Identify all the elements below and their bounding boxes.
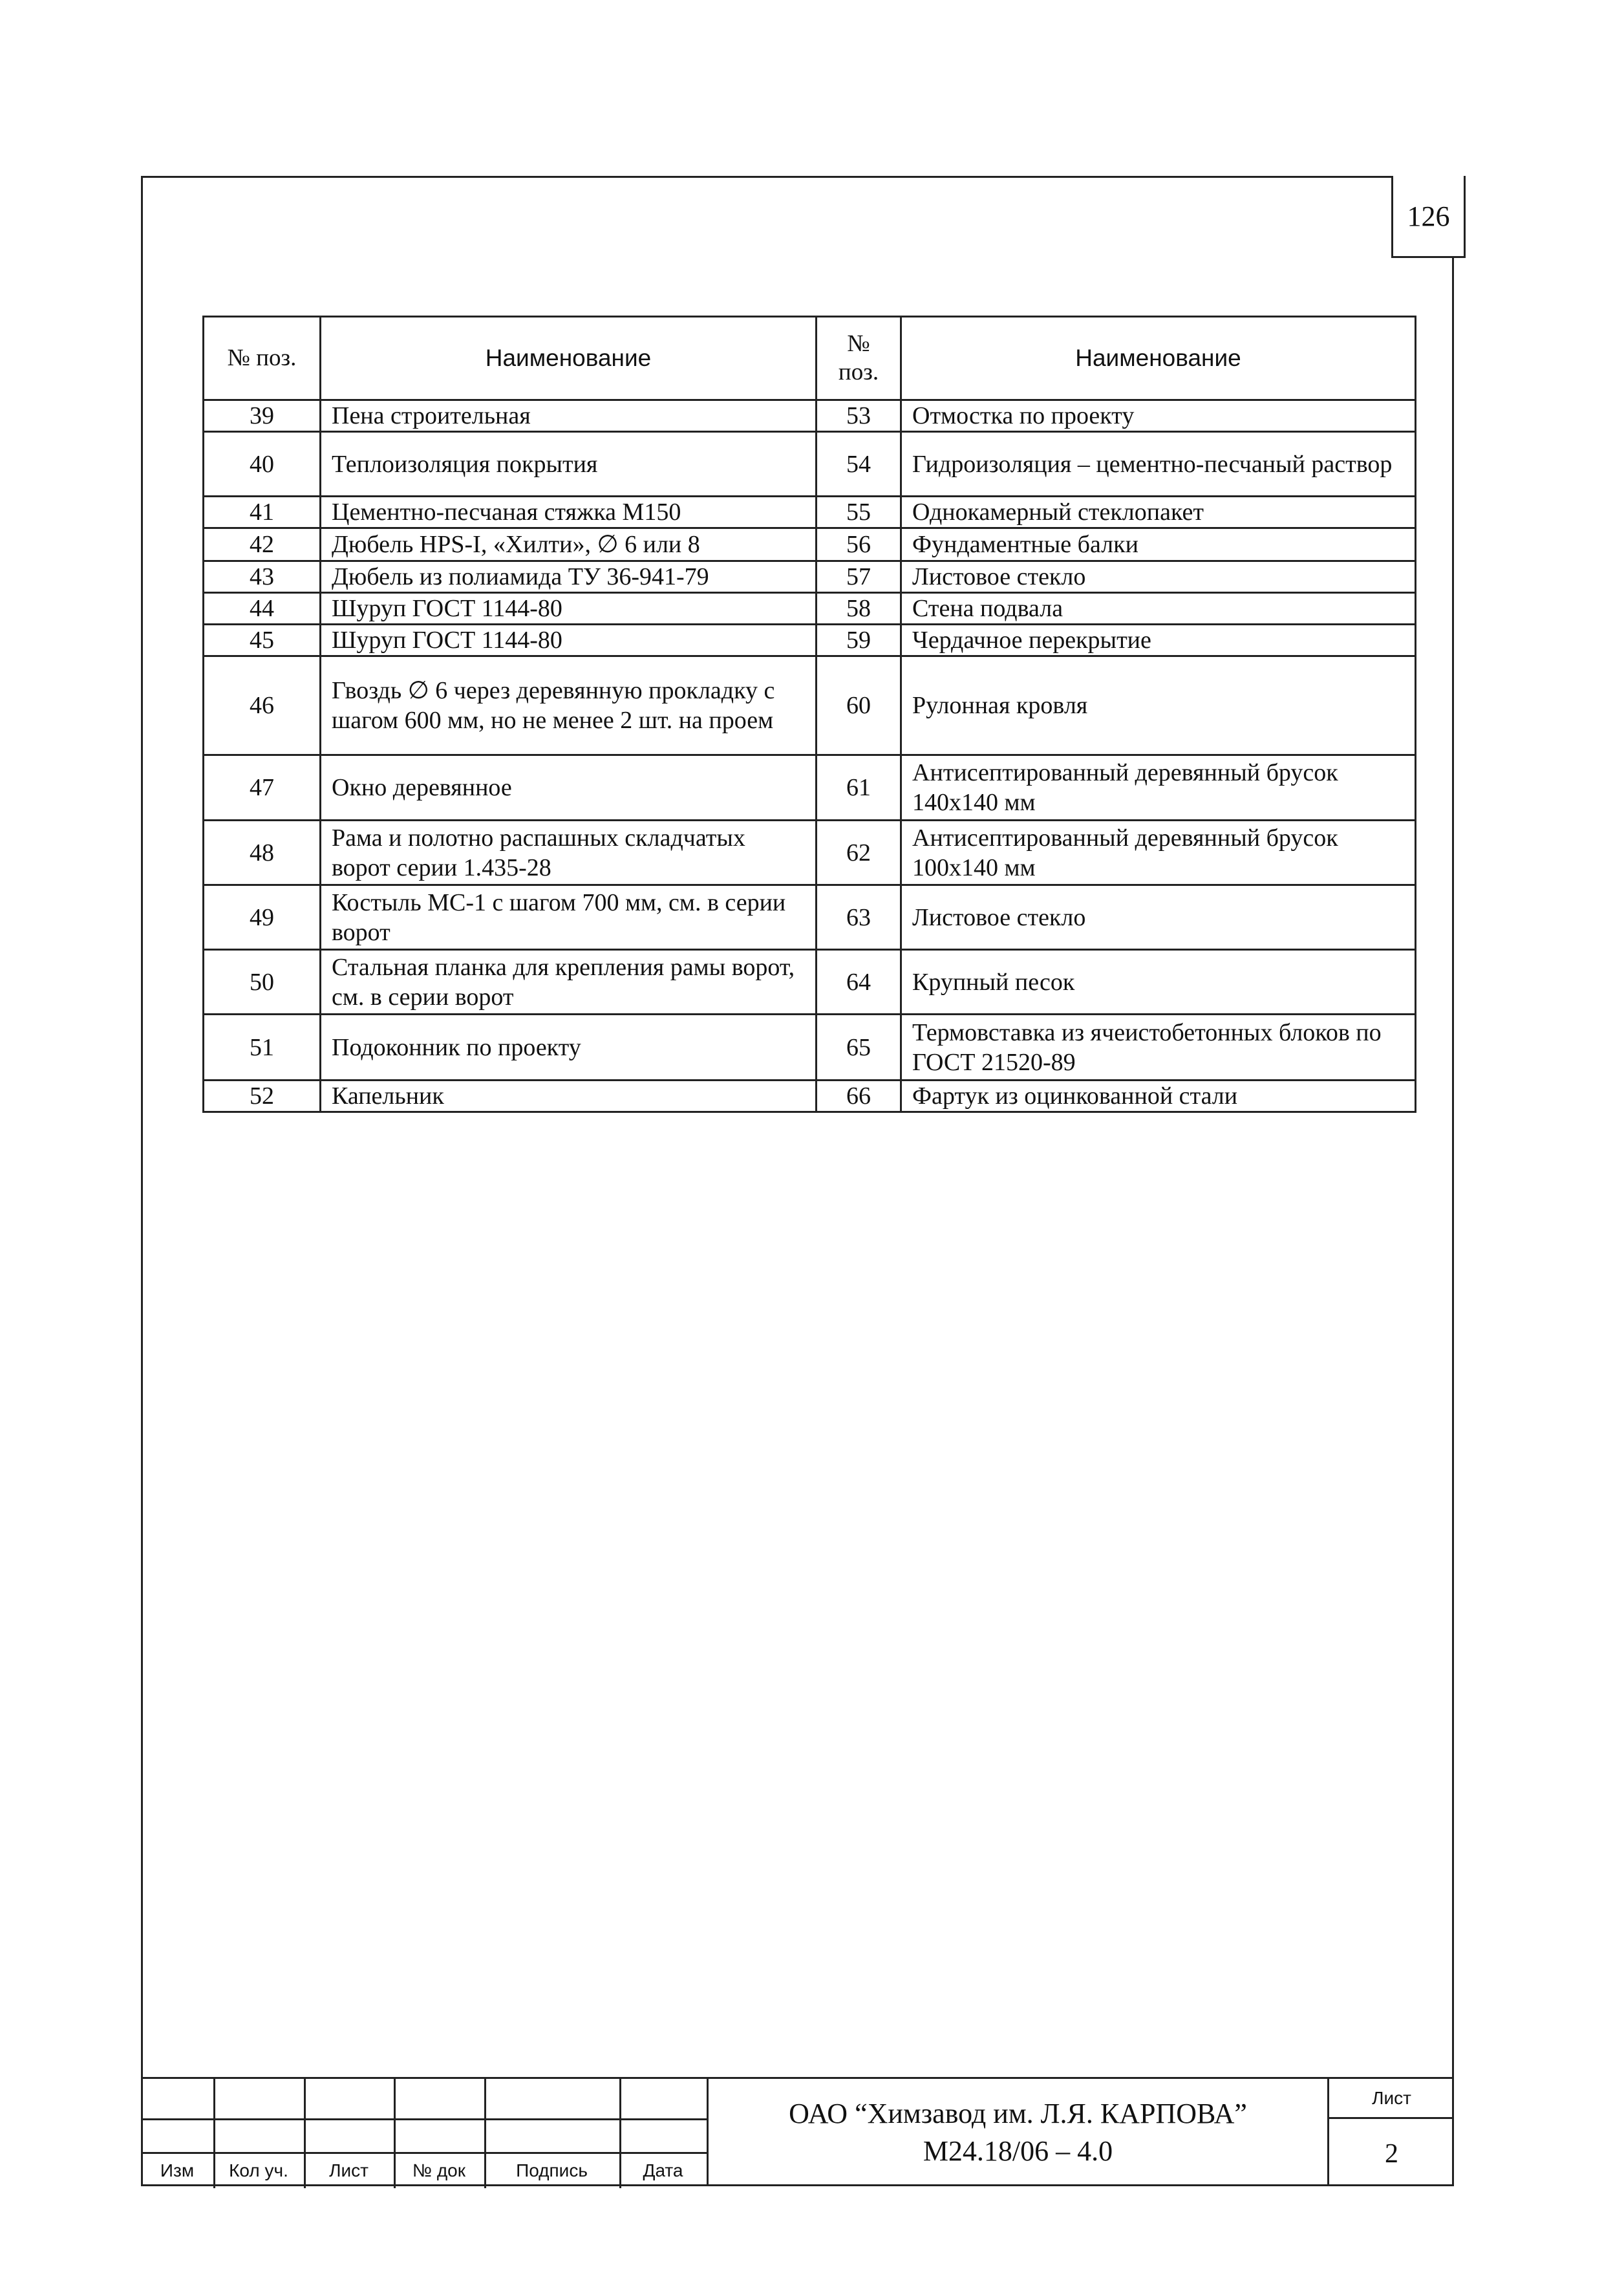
position-number: 47 [204, 755, 321, 821]
position-number: 52 [204, 1081, 321, 1112]
page-number: 126 [1391, 176, 1466, 258]
position-number: 45 [204, 625, 321, 656]
position-number: 61 [817, 755, 901, 821]
item-name: Рама и полотно распашных складчатых ворот серии 1.435-28 [321, 821, 817, 885]
header-name-left: Наименование [321, 317, 817, 400]
table-row [204, 400, 1416, 432]
sheet-label: Лист [1329, 2079, 1454, 2119]
table-row [204, 1015, 1416, 1081]
grid-line [141, 2118, 707, 2120]
item-name: Гвоздь ∅ 6 через деревянную прокладку с шагом 600 мм, но не менее 2 шт. на проем [321, 656, 817, 755]
table-row [204, 950, 1416, 1015]
position-number: 40 [204, 432, 321, 497]
position-number: 50 [204, 950, 321, 1015]
caption-list: Лист [329, 2160, 369, 2180]
position-number: 39 [204, 400, 321, 432]
item-name: Пена строительная [321, 400, 817, 432]
table-row [204, 1081, 1416, 1112]
sheet-number: 2 [1385, 2138, 1398, 2169]
item-name: Шуруп ГОСТ 1144-80 [321, 593, 817, 625]
position-number: 60 [817, 656, 901, 755]
caption-data: Дата [643, 2160, 683, 2180]
company-block [707, 2077, 1327, 2186]
item-name: Крупный песок [901, 950, 1416, 1015]
item-name: Антисептированный деревянный брусок 140x140 мм [901, 755, 1416, 821]
company-name: ОАО “Химзавод им. Л.Я. КАРПОВА” [789, 2098, 1247, 2129]
item-name: Листовое стекло [901, 561, 1416, 593]
item-name: Гидроизоляция – цементно-песчаный раствор [901, 432, 1416, 497]
item-name: Отмостка по проекту [901, 400, 1416, 432]
position-number: 43 [204, 561, 321, 593]
specification-table [202, 316, 1416, 1113]
position-number: 63 [817, 885, 901, 950]
item-name: Цементно-песчаная стяжка М150 [321, 497, 817, 528]
table-row [204, 821, 1416, 885]
item-name: Листовое стекло [901, 885, 1416, 950]
table-row [204, 528, 1416, 561]
item-name: Стена подвала [901, 593, 1416, 625]
position-number: 62 [817, 821, 901, 885]
position-number: 42 [204, 528, 321, 561]
header-pos-label: № поз. [838, 330, 879, 385]
item-name: Стальная планка для крепления рамы ворот, см. в серии ворот [321, 950, 817, 1015]
position-number: 57 [817, 561, 901, 593]
item-name: Однокамерный стеклопакет [901, 497, 1416, 528]
position-number: 49 [204, 885, 321, 950]
item-name: Фундаментные балки [901, 528, 1416, 561]
position-number: 51 [204, 1015, 321, 1081]
table-row [204, 432, 1416, 497]
table-row [204, 561, 1416, 593]
item-name: Подоконник по проекту [321, 1015, 817, 1081]
position-number: 53 [817, 400, 901, 432]
item-name: Чердачное перекрытие [901, 625, 1416, 656]
position-number: 54 [817, 432, 901, 497]
position-number: 55 [817, 497, 901, 528]
position-number: 41 [204, 497, 321, 528]
position-number: 46 [204, 656, 321, 755]
item-name: Капельник [321, 1081, 817, 1112]
position-number: 64 [817, 950, 901, 1015]
caption-izm: Изм [160, 2160, 195, 2180]
position-number: 44 [204, 593, 321, 625]
item-name: Костыль МС-1 с шагом 700 мм, см. в серии ворот [321, 885, 817, 950]
item-name: Антисептированный деревянный брусок 100x140 мм [901, 821, 1416, 885]
item-name: Теплоизоляция покрытия [321, 432, 817, 497]
header-name-right: Наименование [901, 317, 1416, 400]
position-number: 58 [817, 593, 901, 625]
sheet-box [1327, 2077, 1454, 2186]
title-block [141, 2077, 1454, 2186]
table-body [204, 400, 1416, 1112]
table-row [204, 593, 1416, 625]
table-header-row [204, 317, 1416, 400]
caption-kol-uch: Кол уч. [229, 2160, 288, 2180]
position-number: 66 [817, 1081, 901, 1112]
item-name: Фартук из оцинкованной стали [901, 1081, 1416, 1112]
revision-grid [141, 2077, 707, 2186]
caption-n-dok: № док [412, 2160, 465, 2180]
item-name: Рулонная кровля [901, 656, 1416, 755]
table-row [204, 755, 1416, 821]
grid-line [141, 2152, 707, 2154]
position-number: 48 [204, 821, 321, 885]
table-row [204, 497, 1416, 528]
table-row [204, 656, 1416, 755]
item-name: Дюбель из полиамида ТУ 36-941-79 [321, 561, 817, 593]
position-number: 59 [817, 625, 901, 656]
position-number: 65 [817, 1015, 901, 1081]
caption-podpis: Подпись [516, 2160, 588, 2180]
item-name: Шуруп ГОСТ 1144-80 [321, 625, 817, 656]
position-number: 56 [817, 528, 901, 561]
header-pos-label: № поз. [227, 345, 297, 371]
item-name: Окно деревянное [321, 755, 817, 821]
header-pos-right [817, 317, 901, 400]
item-name: Дюбель HPS-I, «Хилти», ∅ 6 или 8 [321, 528, 817, 561]
table-row [204, 625, 1416, 656]
item-name: Термовставка из ячеистобетонных блоков по ГОСТ 21520-89 [901, 1015, 1416, 1081]
table-row [204, 885, 1416, 950]
document-code: М24.18/06 – 4.0 [923, 2135, 1113, 2167]
header-pos-left [204, 317, 321, 400]
